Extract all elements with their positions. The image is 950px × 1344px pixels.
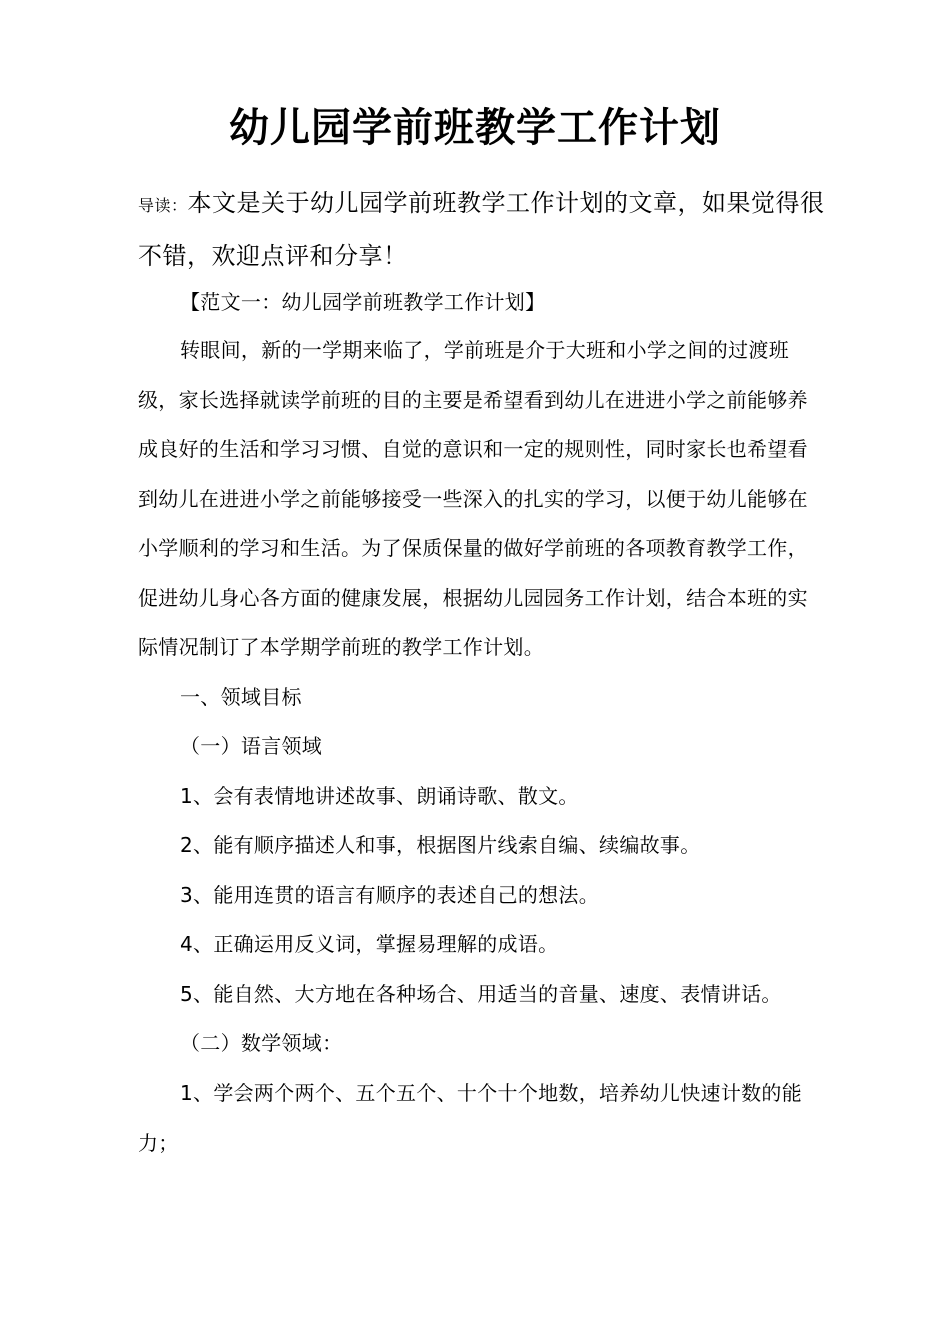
section-heading: 一、领域目标 — [180, 685, 302, 709]
body-paragraph: 转眼间，新的一学期来临了，学前班是介于大班和小学之间的过渡班级，家长选择就读学前班的目的主要是希望看到幼儿在进进小学之前能够养成良好的生活和学习习惯、自觉的意识和一定的规则性，同时家长也希望看到幼儿在进进小学之前能够接受一些深入的扎实的学习，以便于幼儿能够在小学顺利的学习和生活。为了保质保量的做好学前班的各项教育教学工作，促进幼儿身心各方面的健康发展，根据幼儿园园务工作计划，结合本班的实际情况制订了本学期学前班的教学工作计划。 — [138, 338, 808, 659]
list-item: 1、学会两个两个、五个五个、十个十个地数，培养幼儿快速计数的能力； — [138, 1081, 803, 1155]
list-item: 4、正确运用反义词，掌握易理解的成语。 — [180, 932, 559, 956]
list-item: 1、会有表情地讲述故事、朗诵诗歌、散文。 — [180, 784, 579, 808]
document-title: 幼儿园学前班教学工作计划 — [229, 105, 721, 151]
list-item: 5、能自然、大方地在各种场合、用适当的音量、速度、表情讲话。 — [180, 982, 782, 1006]
subsection-heading-language: （一）语言领域 — [180, 734, 323, 758]
list-item: 3、能用连贯的语言有顺序的表述自己的想法。 — [180, 883, 600, 907]
sample-title: 【范文一：幼儿园学前班教学工作计划】 — [180, 290, 546, 314]
subsection-heading-math: （二）数学领域： — [180, 1031, 343, 1055]
list-item: 2、能有顺序描述人和事，根据图片线索自编、续编故事。 — [180, 833, 701, 857]
intro-paragraph — [138, 178, 828, 281]
intro-lead-label: 导读： — [138, 196, 188, 215]
intro-text: 本文是关于幼儿园学前班教学工作计划的文章，如果觉得很不错，欢迎点评和分享！ — [138, 189, 825, 270]
